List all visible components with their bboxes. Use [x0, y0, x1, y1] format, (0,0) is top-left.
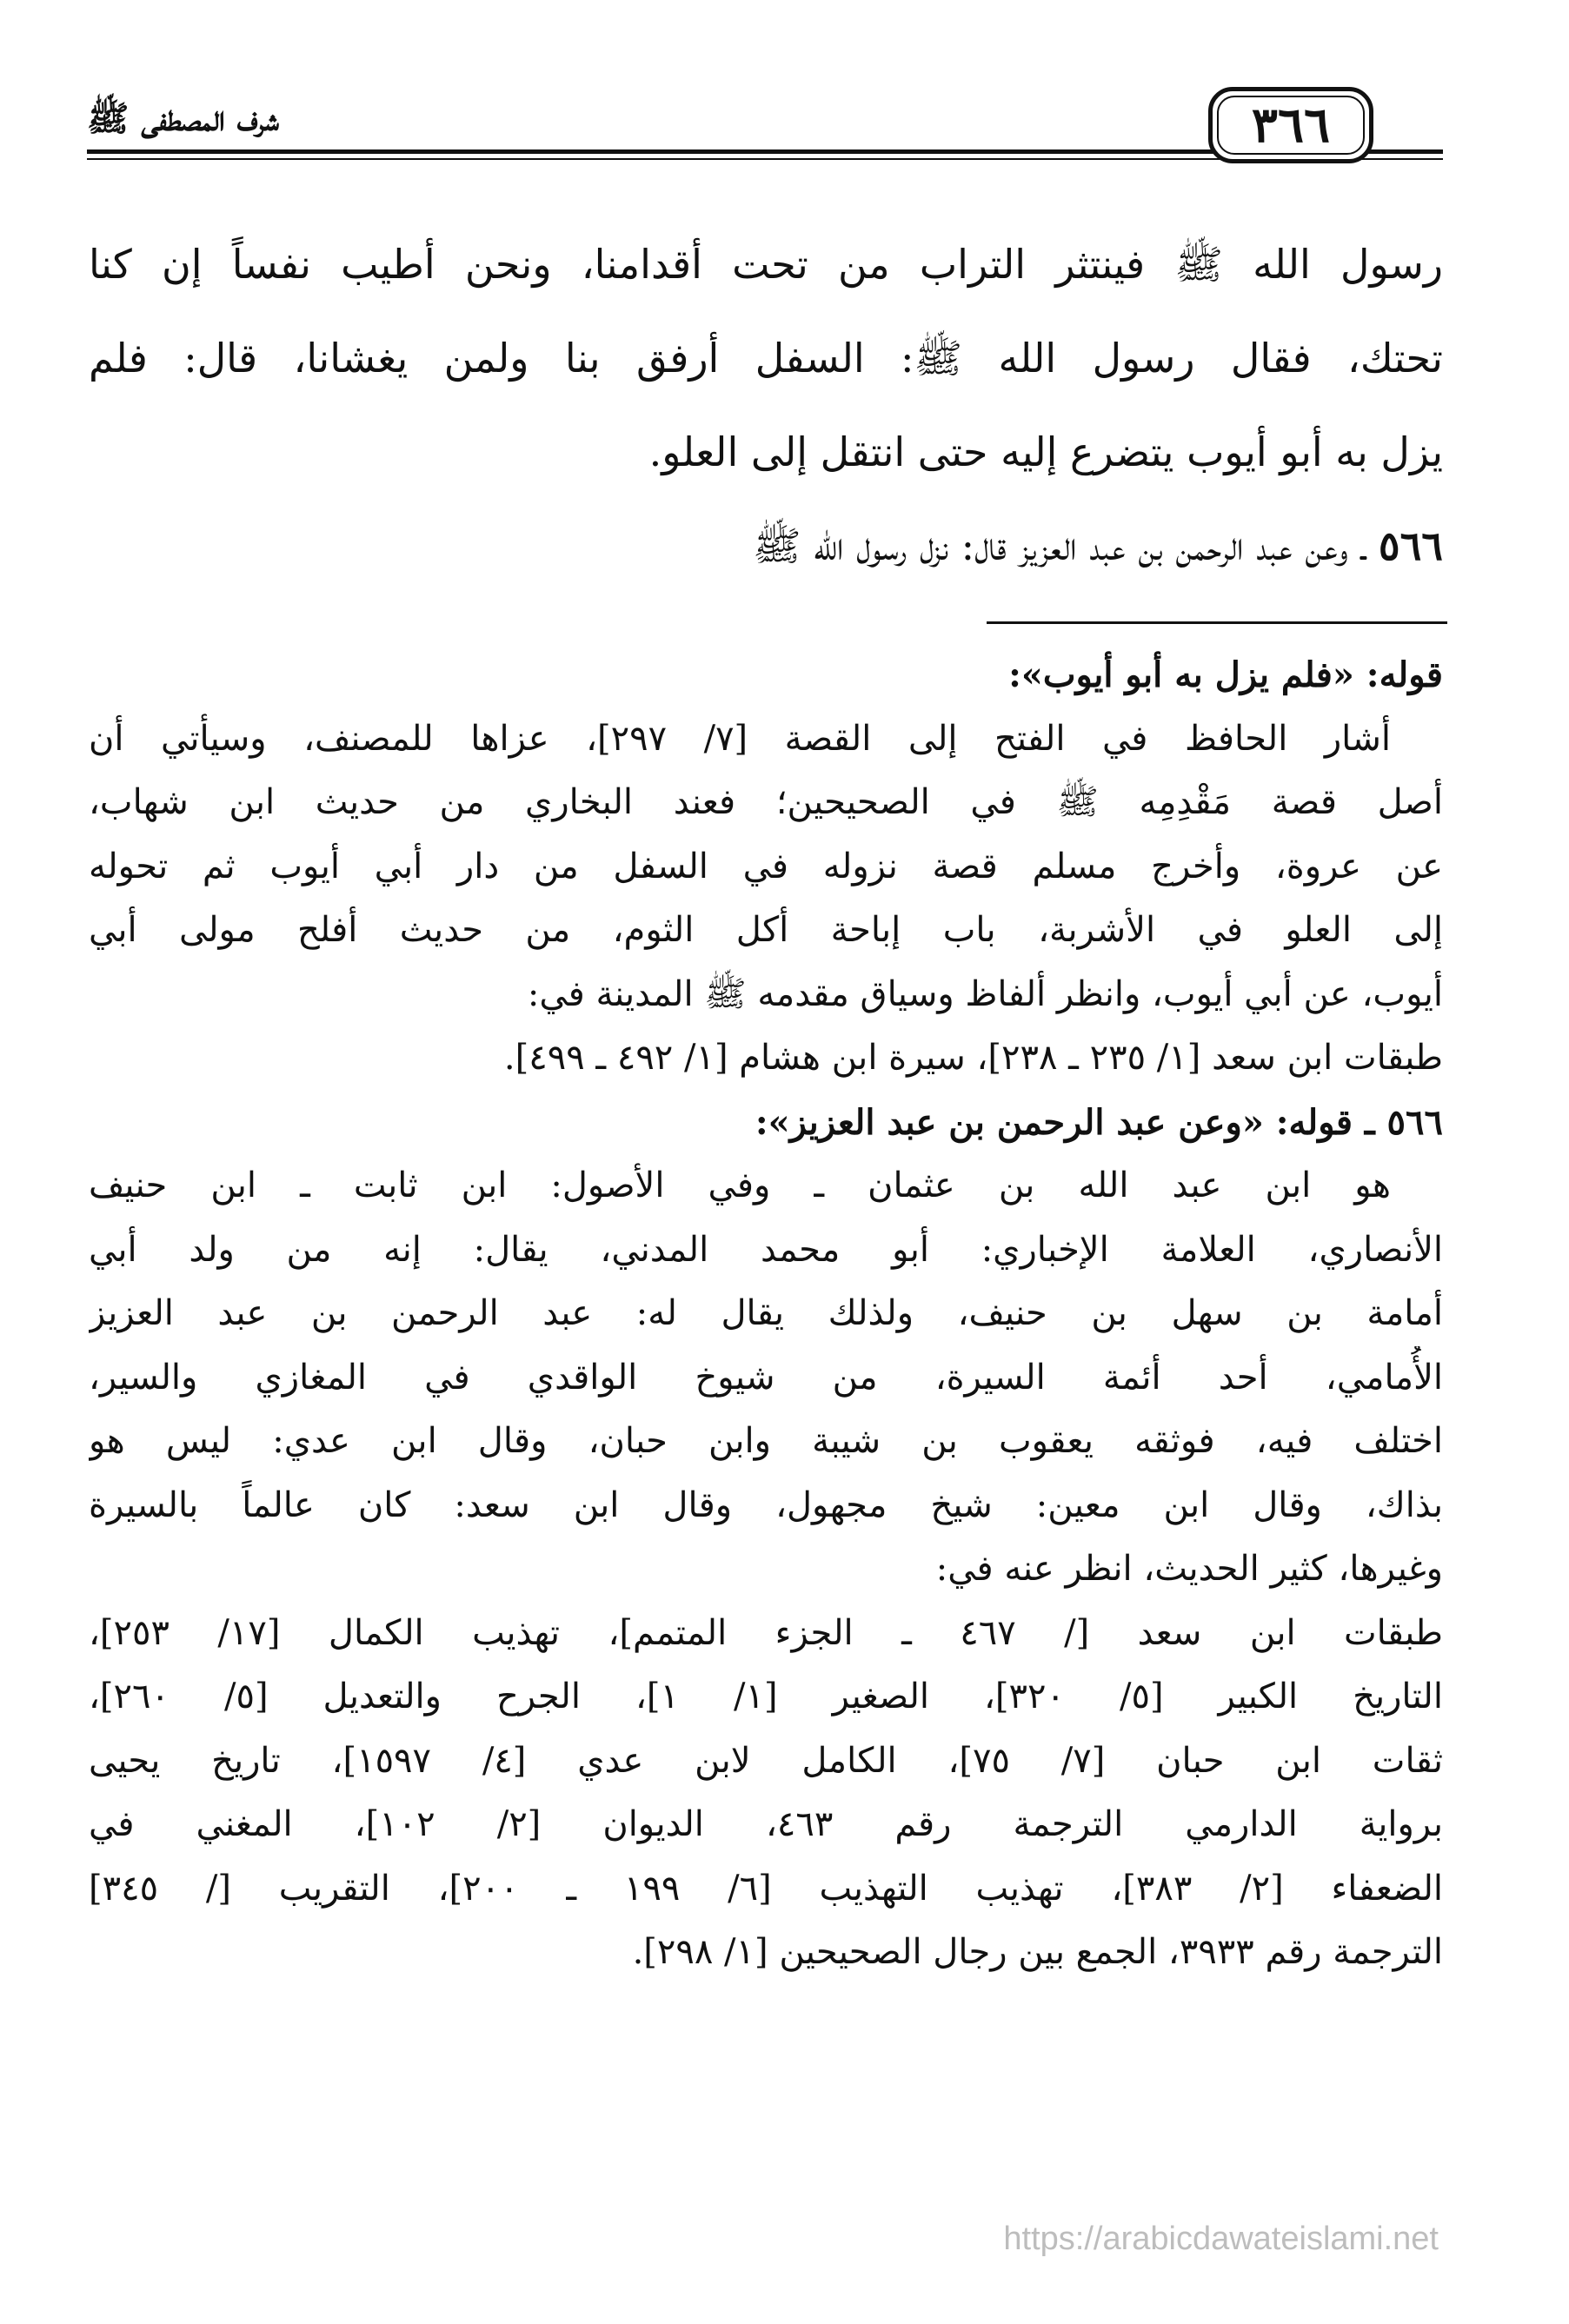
hadith-number: ٥٦٦: [1378, 522, 1443, 569]
hadith-line: [89, 499, 1443, 593]
note-line: عن عروة، وأخرج مسلم قصة نزوله في السفل من دار أبي أيوب ثم تحوله: [89, 846, 1443, 886]
note-line: الضعفاء [٢/ ٣٨٣]، تهذيب التهذيب [٦/ ١٩٩ ـ ٢٠٠]، التقريب [/ ٣٤٥]: [89, 1868, 1443, 1909]
note-line: طبقات ابن سعد [/ ٤٦٧ ـ الجزء المتمم]، تهذيب الكمال [١٧/ ٢٥٣]،: [89, 1612, 1443, 1653]
note-line: أيوب، عن أبي أيوب، وانظر ألفاظ وسياق مقدمه ﷺ المدينة في:: [527, 973, 1443, 1014]
page-header: [87, 87, 1443, 183]
note-line: طبقات ابن سعد [١/ ٢٣٥ ـ ٢٣٨]، سيرة ابن هشام [١/ ٤٩٢ ـ ٤٩٩].: [503, 1038, 1443, 1078]
main-text-line: تحتك، فقال رسول الله ﷺ: السفل أرفق بنا ولمن يغشانا، قال: فلم: [89, 335, 1443, 382]
main-text-line: رسول الله ﷺ فينتثر التراب من تحت أقدامنا، ونحن أطيب نفساً إن كنا: [89, 241, 1443, 288]
note-line: وغيرها، كثير الحديث، انظر عنه في:: [935, 1549, 1443, 1589]
hadith-text: ـ وعن عبد الرحمن بن عبد العزيز قال: نزل رسول الله ﷺ: [752, 522, 1366, 569]
note-line: هو ابن عبد الله بن عثمان ـ وفي الأصول: ابن ثابت ـ ابن حنيف: [89, 1165, 1391, 1205]
note-heading: ٥٦٦ ـ قوله: «وعن عبد الرحمن بن عبد العزيز»:: [755, 1101, 1443, 1143]
note-line: اختلف فيه، فوثقه يعقوب بن شيبة وابن حبان، وقال ابن عدي: ليس هو: [89, 1421, 1443, 1461]
note-line: أشار الحافظ في الفتح إلى القصة [٧/ ٢٩٧]، عزاها للمصنف، وسيأتي أن: [89, 718, 1391, 759]
note-line: برواية الدارمي الترجمة رقم ٤٦٣، الديوان [٢/ ١٠٢]، المغني في: [89, 1804, 1443, 1844]
footnote-separator: [987, 621, 1447, 624]
page-number-frame: [1208, 87, 1373, 163]
book-title: شرف المصطفى ﷺ: [87, 98, 279, 139]
note-line: الأُمامي، أحد أئمة السيرة، من شيوخ الواقدي في المغازي والسير،: [89, 1357, 1443, 1398]
note-line: أمامة بن سهل بن حنيف، ولذلك يقال له: عبد الرحمن بن عبد العزيز: [89, 1293, 1443, 1333]
note-line: بذاك، وقال ابن معين: شيخ مجهول، وقال ابن سعد: كان عالماً بالسيرة: [89, 1484, 1443, 1525]
main-text-line: يزل به أبو أيوب يتضرع إليه حتى انتقل إلى العلو.: [648, 428, 1443, 475]
note-line: الترجمة رقم ٣٩٣٣، الجمع بين رجال الصحيحين [١/ ٢٩٨].: [632, 1932, 1443, 1972]
note-line: أصل قصة مَقْدِمِه ﷺ في الصحيحين؛ فعند البخاري من حديث ابن شهاب،: [89, 782, 1443, 822]
main-text: [89, 217, 1443, 593]
watermark-url: https://arabicdawateislami.net: [1003, 2221, 1439, 2257]
page-number: ٣٦٦: [1251, 96, 1331, 154]
footnotes: [89, 643, 1443, 1985]
note-line: إلى العلو في الأشربة، باب إباحة أكل الثوم، من حديث أفلح مولى أبي: [89, 910, 1443, 950]
note-line: التاريخ الكبير [٥/ ٣٢٠]، الصغير [١/ ١]، الجرح والتعديل [٥/ ٢٦٠]،: [89, 1677, 1443, 1716]
note-line: ثقات ابن حبان [٧/ ٧٥]، الكامل لابن عدي [٤/ ١٥٩٧]، تاريخ يحيى: [89, 1740, 1443, 1781]
note-line: الأنصاري، العلامة الإخباري: أبو محمد المدني، يقال: إنه من ولد أبي: [89, 1229, 1443, 1270]
note-heading: قوله: «فلم يزل به أبو أيوب»:: [1008, 654, 1443, 695]
